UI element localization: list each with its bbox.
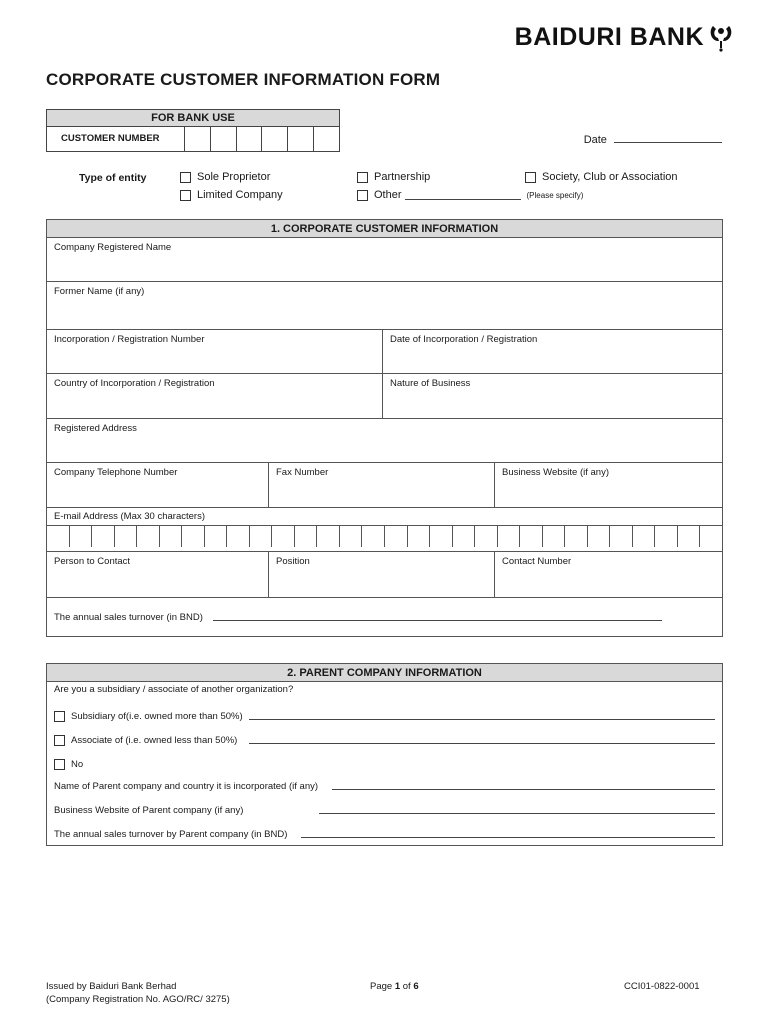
email-character-box[interactable] [340, 526, 363, 547]
registered-address-field[interactable] [47, 419, 722, 462]
option-society[interactable] [525, 171, 678, 183]
email-label: E-mail Address (Max 30 characters) [54, 511, 205, 522]
option-sole-proprietor[interactable] [180, 171, 270, 183]
field-label: Person to Contact [54, 556, 131, 567]
email-character-box[interactable] [115, 526, 138, 547]
field-label: Nature of Business [390, 378, 471, 389]
email-character-box[interactable] [295, 526, 318, 547]
field-label: The annual sales turnover (in BND) [54, 611, 203, 623]
field-label: Company Registered Name [54, 242, 172, 253]
email-character-box[interactable] [160, 526, 183, 547]
email-character-box[interactable] [250, 526, 273, 547]
bank-name: BAIDURI BANK [514, 22, 704, 51]
option-partnership[interactable] [357, 171, 430, 183]
option-label: Partnership [374, 171, 431, 183]
email-character-box[interactable] [227, 526, 250, 547]
email-character-box[interactable] [678, 526, 701, 547]
field-label: Registered Address [54, 423, 137, 434]
issued-by: Issued by Baiduri Bank Berhad [46, 981, 177, 992]
email-character-box[interactable] [47, 526, 70, 547]
section-corporate-info [46, 219, 723, 637]
email-character-box[interactable] [272, 526, 295, 547]
field-label: Position [276, 556, 310, 567]
parent-name-field[interactable] [47, 770, 722, 792]
company-registered-name-field[interactable] [47, 238, 722, 281]
option-label: Other [374, 189, 402, 201]
field-label: Date of Incorporation / Registration [390, 334, 538, 345]
incorporation-number-field[interactable] [47, 330, 383, 373]
option-other[interactable] [357, 189, 583, 201]
parent-website-field[interactable] [47, 792, 722, 816]
customer-number-cell[interactable] [262, 127, 288, 151]
option-label: Sole Proprietor [197, 171, 271, 183]
option-label: Associate of (i.e. owned less than 50%) [71, 735, 238, 746]
former-name-field[interactable] [47, 282, 722, 329]
checkbox[interactable] [54, 711, 65, 722]
email-character-box[interactable] [137, 526, 160, 547]
checkbox[interactable] [357, 190, 368, 201]
email-character-box[interactable] [430, 526, 453, 547]
form-code: CCI01-0822-0001 [624, 981, 700, 992]
email-character-box[interactable] [588, 526, 611, 547]
entity-label: Type of entity [79, 172, 147, 184]
option-label: No [71, 759, 84, 770]
checkbox[interactable] [180, 190, 191, 201]
customer-number-cells [185, 127, 339, 151]
country-of-incorporation-field[interactable] [47, 374, 383, 418]
telephone-field[interactable] [47, 463, 269, 507]
checkbox[interactable] [54, 735, 65, 746]
date-field[interactable] [584, 133, 722, 146]
person-to-contact-field[interactable] [47, 552, 269, 597]
annual-turnover-blank[interactable] [213, 620, 662, 621]
field-label: Incorporation / Registration Number [54, 334, 205, 345]
field-label: Contact Number [502, 556, 572, 567]
page-of: of [402, 981, 411, 992]
website-field[interactable] [495, 463, 722, 507]
checkbox[interactable] [357, 172, 368, 183]
customer-number-cell[interactable] [288, 127, 314, 151]
other-specify-blank[interactable] [405, 190, 521, 200]
field-label: Country of Incorporation / Registration [54, 378, 215, 389]
email-character-box[interactable] [610, 526, 633, 547]
checkbox[interactable] [525, 172, 536, 183]
email-character-box[interactable] [317, 526, 340, 547]
option-label: Limited Company [197, 189, 283, 201]
associate-blank[interactable] [249, 743, 715, 744]
subsidiary-question: Are you a subsidiary / associate of another organization? [54, 684, 294, 695]
email-character-box[interactable] [205, 526, 228, 547]
email-character-box[interactable] [70, 526, 93, 547]
nature-of-business-field[interactable] [383, 374, 722, 418]
field-label: Name of Parent company and country it is incorporated (if any) [54, 781, 319, 792]
contact-number-field[interactable] [495, 552, 722, 597]
field-label: Company Telephone Number [54, 467, 178, 478]
bank-use-box [46, 109, 340, 152]
section-1-title: 1. CORPORATE CUSTOMER INFORMATION [47, 220, 722, 238]
email-character-box[interactable] [182, 526, 205, 547]
email-character-box[interactable] [655, 526, 678, 547]
annual-turnover-field[interactable] [47, 612, 669, 623]
bank-use-heading: FOR BANK USE [47, 110, 339, 127]
subsidiary-blank[interactable] [249, 719, 715, 720]
parent-name-blank[interactable] [332, 789, 715, 790]
date-of-incorporation-field[interactable] [383, 330, 722, 373]
customer-number-label: CUSTOMER NUMBER [47, 127, 185, 151]
position-field[interactable] [269, 552, 495, 597]
date-blank[interactable] [614, 133, 722, 143]
field-label: The annual sales turnover by Parent company (in BND) [54, 829, 288, 840]
footer-issuer [46, 980, 230, 1006]
field-label: Business Website (if any) [502, 467, 610, 478]
section-2-title: 2. PARENT COMPANY INFORMATION [47, 664, 722, 682]
email-character-box[interactable] [633, 526, 656, 547]
email-character-box[interactable] [362, 526, 385, 547]
bank-logo [515, 22, 734, 52]
section-parent-company [46, 663, 723, 846]
checkbox[interactable] [54, 759, 65, 770]
customer-number-cell[interactable] [211, 127, 237, 151]
no-option[interactable] [47, 746, 722, 770]
baiduri-logo-icon [708, 22, 734, 52]
email-character-box[interactable] [498, 526, 521, 547]
page-number [370, 980, 419, 993]
field-label: Former Name (if any) [54, 286, 145, 297]
email-character-box[interactable] [543, 526, 566, 547]
page-current: 1 [394, 981, 401, 992]
customer-number-cell[interactable] [185, 127, 211, 151]
email-character-box[interactable] [453, 526, 476, 547]
field-label: Business Website of Parent company (if any) [54, 805, 244, 816]
email-character-box[interactable] [385, 526, 408, 547]
option-label: Society, Club or Association [542, 171, 678, 183]
field-label: Fax Number [276, 467, 329, 478]
option-limited-company[interactable] [180, 189, 283, 201]
option-label: Subsidiary of(i.e. owned more than 50%) [71, 711, 243, 722]
checkbox[interactable] [180, 172, 191, 183]
date-label: Date [583, 134, 607, 146]
email-character-box[interactable] [475, 526, 498, 547]
fax-field[interactable] [269, 463, 495, 507]
page-prefix: Page [370, 981, 393, 992]
parent-turnover-field[interactable] [47, 816, 722, 840]
customer-number-cell[interactable] [314, 127, 339, 151]
email-character-box[interactable] [408, 526, 431, 547]
email-character-box[interactable] [520, 526, 543, 547]
parent-website-blank[interactable] [319, 813, 715, 814]
parent-turnover-blank[interactable] [301, 837, 715, 838]
customer-number-cell[interactable] [237, 127, 263, 151]
associate-option[interactable] [47, 722, 722, 746]
page-total: 6 [413, 981, 419, 992]
form-title: CORPORATE CUSTOMER INFORMATION FORM [46, 70, 441, 89]
email-character-box[interactable] [92, 526, 115, 547]
please-specify-note: (Please specify) [526, 190, 584, 200]
email-character-box[interactable] [700, 526, 722, 547]
subsidiary-option[interactable] [47, 702, 722, 722]
email-character-box[interactable] [565, 526, 588, 547]
email-character-grid [47, 525, 722, 547]
company-registration: (Company Registration No. AGO/RC/ 3275) [46, 994, 230, 1005]
